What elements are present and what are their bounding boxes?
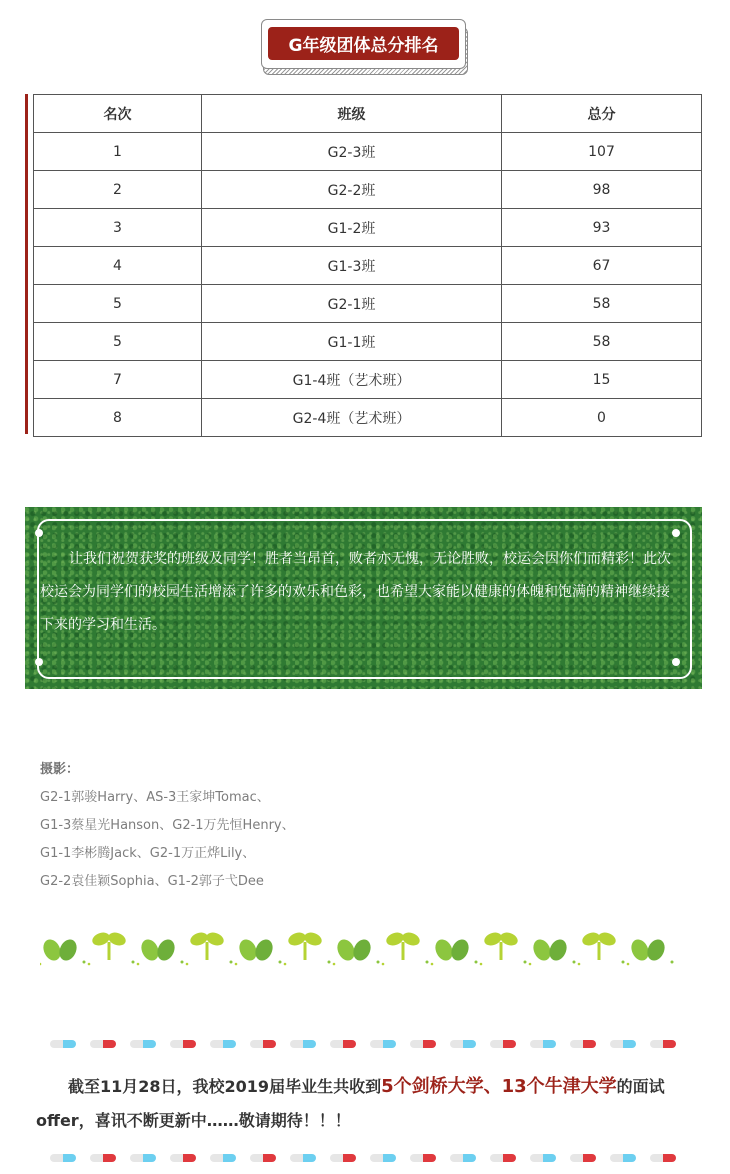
title-badge-frame — [261, 19, 466, 69]
cell-rank: 5 — [34, 285, 202, 323]
credits-line: G1-1李彬腾Jack、G2-1万正烨Lily、 — [40, 846, 256, 861]
cell-score: 58 — [502, 323, 702, 361]
title-badge — [261, 19, 466, 73]
pill-icon — [450, 1154, 476, 1162]
cell-score: 0 — [502, 399, 702, 437]
pill-icon — [650, 1154, 676, 1162]
news-text-1: 截至11月28日，我校2019届毕业生共收到 — [68, 1077, 382, 1096]
credits-heading: 摄影： — [40, 762, 80, 777]
pill-icon — [610, 1154, 636, 1162]
header-class: 班级 — [202, 95, 502, 133]
pill-icon — [610, 1040, 636, 1048]
pill-icon — [210, 1040, 236, 1048]
cell-class: G2-4班（艺术班） — [202, 399, 502, 437]
cell-rank: 5 — [34, 323, 202, 361]
cell-rank: 1 — [34, 133, 202, 171]
sprout-divider-icon — [40, 922, 690, 972]
photo-credits — [40, 756, 295, 896]
pill-icon — [170, 1040, 196, 1048]
pill-icon — [130, 1040, 156, 1048]
congrats-panel — [25, 507, 702, 689]
pill-icon — [330, 1040, 356, 1048]
pill-icon — [290, 1040, 316, 1048]
table-row — [34, 285, 702, 323]
pill-icon — [250, 1154, 276, 1162]
pill-icon — [290, 1154, 316, 1162]
pill-icon — [330, 1154, 356, 1162]
credits-line: G2-2袁佳颖Sophia、G1-2郭子弋Dee — [40, 874, 264, 889]
pill-icon — [170, 1154, 196, 1162]
pill-icon — [450, 1040, 476, 1048]
corner-dot — [35, 529, 43, 537]
pill-icon — [490, 1040, 516, 1048]
pill-icon — [650, 1040, 676, 1048]
pill-icon — [490, 1154, 516, 1162]
pill-icon — [530, 1040, 556, 1048]
ranking-table — [33, 94, 702, 437]
pill-icon — [250, 1040, 276, 1048]
pill-icon — [570, 1154, 596, 1162]
table-row — [34, 323, 702, 361]
cell-score: 98 — [502, 171, 702, 209]
cell-score: 67 — [502, 247, 702, 285]
header-rank: 名次 — [34, 95, 202, 133]
pill-icon — [570, 1040, 596, 1048]
pill-icon — [370, 1040, 396, 1048]
cell-rank: 2 — [34, 171, 202, 209]
pill-divider-bottom — [50, 1154, 680, 1164]
corner-dot — [672, 529, 680, 537]
cell-rank: 4 — [34, 247, 202, 285]
pill-icon — [370, 1154, 396, 1162]
pill-icon — [410, 1040, 436, 1048]
cell-class: G2-3班 — [202, 133, 502, 171]
header-score: 总分 — [502, 95, 702, 133]
cell-class: G2-2班 — [202, 171, 502, 209]
cell-class: G1-4班（艺术班） — [202, 361, 502, 399]
news-text-2: 的面试offer，喜讯不断更新中……敬请期待！！！ — [36, 1077, 665, 1130]
pill-icon — [130, 1154, 156, 1162]
cell-score: 107 — [502, 133, 702, 171]
table-row — [34, 247, 702, 285]
pill-icon — [90, 1040, 116, 1048]
table-row — [34, 133, 702, 171]
table-accent-bar — [25, 94, 28, 434]
cell-score: 93 — [502, 209, 702, 247]
table-row — [34, 171, 702, 209]
cell-class: G1-3班 — [202, 247, 502, 285]
pill-icon — [530, 1154, 556, 1162]
cell-class: G2-1班 — [202, 285, 502, 323]
corner-dot — [672, 658, 680, 666]
credits-line: G1-3蔡星光Hanson、G2-1万先恒Henry、 — [40, 818, 295, 833]
pill-divider-top — [50, 1040, 680, 1050]
cell-class: G1-1班 — [202, 323, 502, 361]
table-header-row — [34, 95, 702, 133]
pill-icon — [210, 1154, 236, 1162]
pill-icon — [50, 1154, 76, 1162]
table-row — [34, 361, 702, 399]
cell-score: 58 — [502, 285, 702, 323]
news-highlight: 5个剑桥大学、13个牛津大学 — [381, 1076, 617, 1097]
cell-class: G1-2班 — [202, 209, 502, 247]
congrats-text: 让我们祝贺获奖的班级及同学！胜者当昂首，败者亦无愧，无论胜败，校运会因你们而精彩！此次校运会为同学们的校园生活增添了许多的欢乐和色彩，也希望大家能以健康的体魄和饱满的精神继续接下来的学习和生活。 — [40, 551, 671, 633]
pill-icon — [410, 1154, 436, 1162]
corner-dot — [35, 658, 43, 666]
cell-rank: 8 — [34, 399, 202, 437]
table-row — [34, 399, 702, 437]
pill-icon — [90, 1154, 116, 1162]
offer-news — [36, 1070, 706, 1138]
table-row — [34, 209, 702, 247]
page-title: G年级团体总分排名 — [268, 27, 459, 60]
cell-score: 15 — [502, 361, 702, 399]
cell-rank: 7 — [34, 361, 202, 399]
credits-line: G2-1郭骏Harry、AS-3王家坤Tomac、 — [40, 790, 270, 805]
pill-icon — [50, 1040, 76, 1048]
cell-rank: 3 — [34, 209, 202, 247]
